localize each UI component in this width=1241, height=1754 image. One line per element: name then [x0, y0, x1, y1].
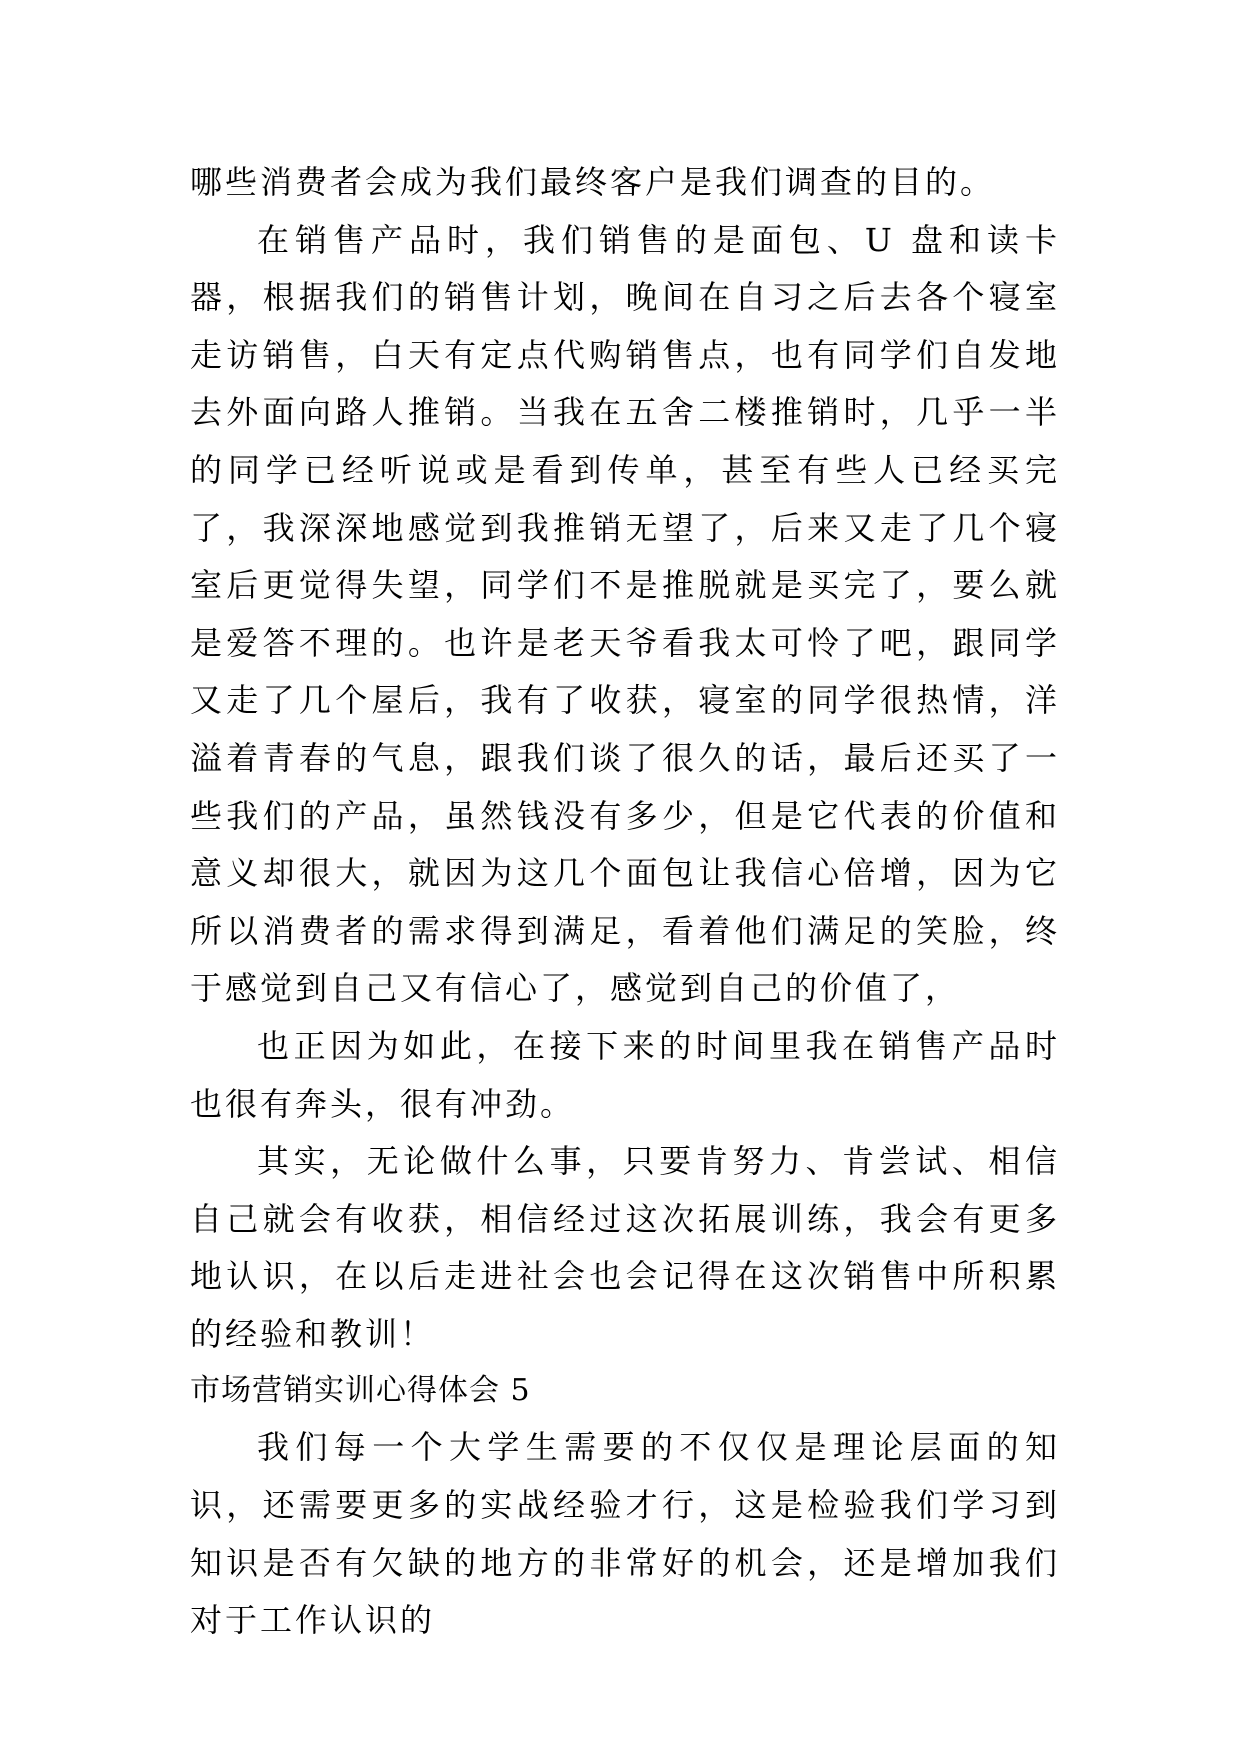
paragraph-2: 在销售产品时，我们销售的是面包、U 盘和读卡器，根据我们的销售计划，晚间在自习之后去各个寝室走访销售，白天有定点代购销售点，也有同学们自发地去外面向路人推销。当我在五舍二楼推销时，几乎一半的同学已经听说或是看到传单，甚至有些人已经买完了，我深深地感觉到我推销无望了，后来又走了几个寝室后更觉得失望，同学们不是推脱就是买完了，要么就是爱答不理的。也许是老天爷看我太可怜了吧，跟同学又走了几个屋后，我有了收获，寝室的同学很热情，洋溢着青春的气息，跟我们谈了很久的话，最后还买了一些我们的产品，虽然钱没有多少，但是它代表的价值和意义却很大，就因为这几个面包让我信心倍增，因为它所以消费者的需求得到满足，看着他们满足的笑脸，终于感觉到自己又有信心了，感觉到自己的价值了，: [190, 220, 1060, 1008]
paragraph-4: 其实，无论做什么事，只要肯努力、肯尝试、相信自己就会有收获，相信经过这次拓展训练，我会有更多地认识，在以后走进社会也会记得在这次销售中所积累的经验和教训！: [190, 1142, 1060, 1353]
paragraph-3: 也正因为如此，在接下来的时间里我在销售产品时也很有奔头，很有冲劲。: [190, 1026, 1060, 1123]
paragraph-5: 我们每一个大学生需要的不仅仅是理论层面的知识，还需要更多的实战经验才行，这是检验我们学习到知识是否有欠缺的地方的非常好的机会，还是增加我们对于工作认识的: [190, 1428, 1060, 1640]
paragraph-1: 哪些消费者会成为我们最终客户是我们调查的目的。: [190, 163, 996, 201]
section-heading: 市场营销实训心得体会 5: [190, 1373, 531, 1409]
document-body: [190, 154, 1060, 1650]
